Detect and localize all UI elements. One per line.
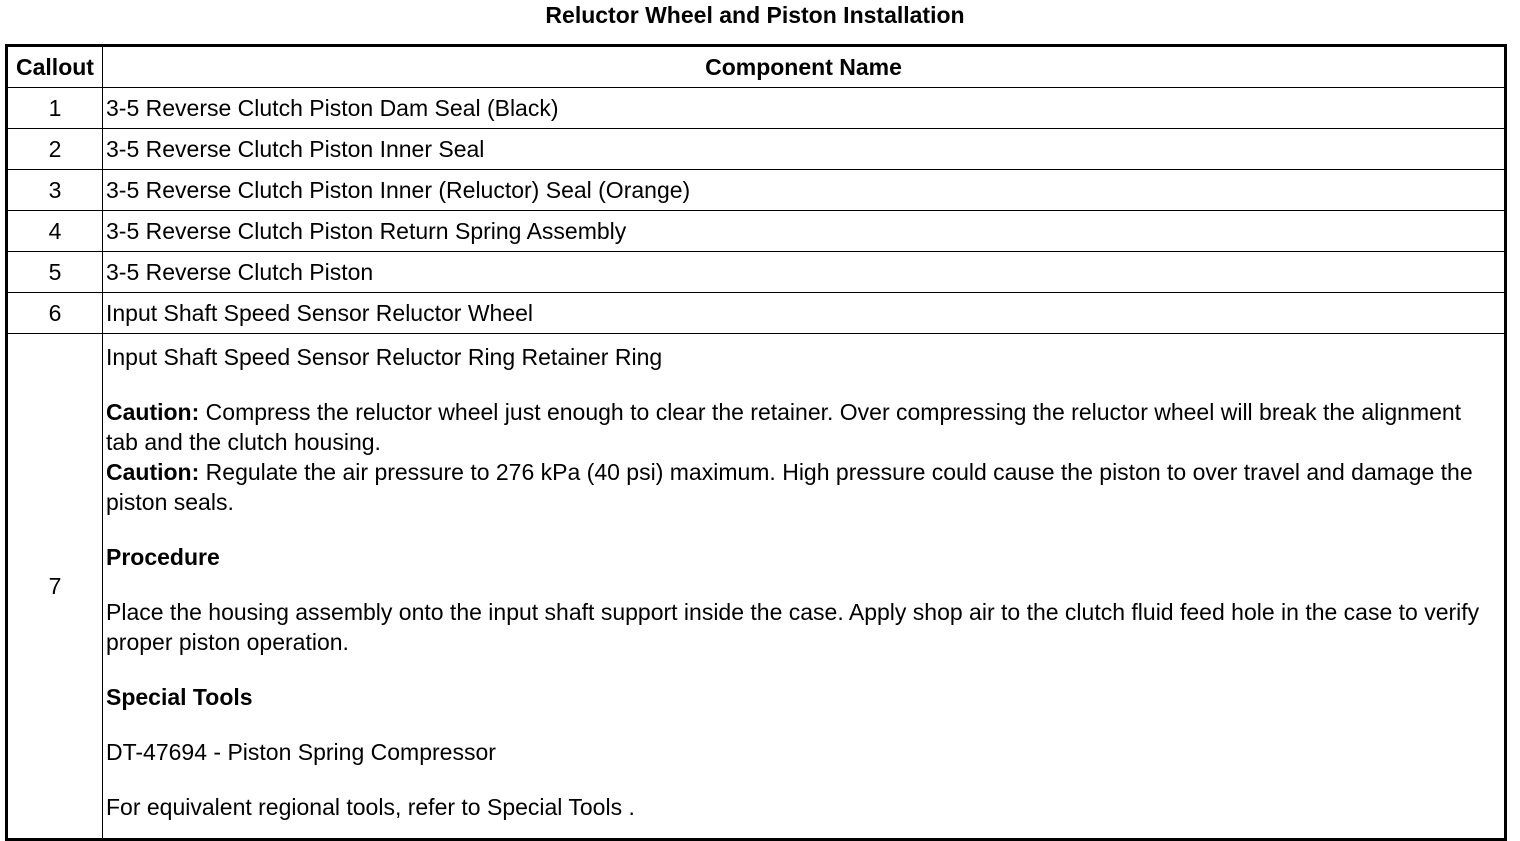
callout-number: 6 <box>7 293 103 334</box>
component-name: Input Shaft Speed Sensor Reluctor Wheel <box>103 293 1506 334</box>
colon: : <box>191 399 200 425</box>
component-name: 3-5 Reverse Clutch Piston Inner (Reluctor) Seal (Orange) <box>103 170 1506 211</box>
callout-number: 7 <box>7 334 103 840</box>
callout-number: 5 <box>7 252 103 293</box>
special-tools-heading: Special Tools <box>106 684 253 710</box>
table-row <box>7 170 1506 211</box>
caution-note <box>106 457 1498 517</box>
callout-header: Callout <box>7 46 103 88</box>
table-row-detail <box>7 334 1506 840</box>
table-row <box>7 129 1506 170</box>
component-name: 3-5 Reverse Clutch Piston <box>103 252 1506 293</box>
component-name: 3-5 Reverse Clutch Piston Dam Seal (Black) <box>103 88 1506 129</box>
component-name: 3-5 Reverse Clutch Piston Return Spring Assembly <box>103 211 1506 252</box>
table-row <box>7 211 1506 252</box>
callout-number: 3 <box>7 170 103 211</box>
table-row <box>7 252 1506 293</box>
caution-text: Compress the reluctor wheel just enough to clear the retainer. Over compressing the reluctor wheel will break the alignment tab and the clutch housing. <box>106 399 1462 455</box>
component-detail <box>103 334 1506 840</box>
table-header-row <box>7 46 1506 88</box>
table-row <box>7 293 1506 334</box>
caution-label: Caution <box>106 459 192 485</box>
procedure-text: Place the housing assembly onto the input shaft support inside the case. Apply shop air to the clutch fluid feed hole in the case to verify proper piston operation. <box>106 599 1480 655</box>
callout-number: 1 <box>7 88 103 129</box>
page-title: Reluctor Wheel and Piston Installation <box>545 2 965 28</box>
component-name-header: Component Name <box>103 46 1506 88</box>
component-name: 3-5 Reverse Clutch Piston Inner Seal <box>103 129 1506 170</box>
caution-note <box>106 397 1498 457</box>
special-tool-item: DT-47694 - Piston Spring Compressor <box>106 739 496 765</box>
component-name: Input Shaft Speed Sensor Reluctor Ring Retainer Ring <box>106 344 663 370</box>
procedure-heading: Procedure <box>106 544 220 570</box>
special-tools-note: For equivalent regional tools, refer to Special Tools . <box>106 794 635 820</box>
caution-label: Caution <box>106 399 192 425</box>
table-row <box>7 88 1506 129</box>
callout-number: 4 <box>7 211 103 252</box>
colon: : <box>191 459 200 485</box>
callout-number: 2 <box>7 129 103 170</box>
caution-text: Regulate the air pressure to 276 kPa (40 psi) maximum. High pressure could cause the piston to over travel and damage the piston seals. <box>106 459 1473 515</box>
components-table <box>5 44 1507 841</box>
